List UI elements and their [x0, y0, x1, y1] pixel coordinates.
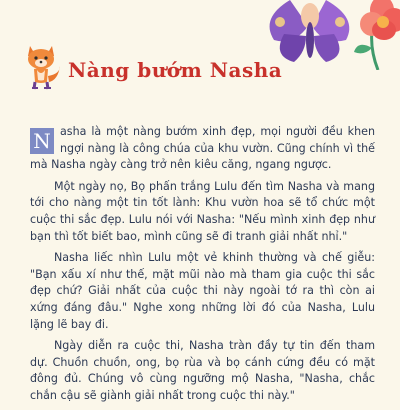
drop-cap: N	[30, 128, 54, 154]
paragraph: Ngày diễn ra cuộc thi, Nasha tràn đầy tự tin đến tham dự. Chuồn chuồn, ong, bọ rùa và bọ cánh cứng đều có mặt đông đủ. Chúng vô cùng ngưỡng mộ Nasha, "Nasha, chắc chắn cậu sẽ giành giải nhất trong cuộc thi này."	[30, 339, 375, 402]
paragraph: Một ngày nọ, Bọ phấn trắng Lulu đến tìm Nasha và mang tới cho nàng một tin tốt lành: Khu vườn hoa sẽ tổ chức một cuộc thi sắc đẹp. Lulu nói với Nasha: "Nếu mình xinh đẹp như bạn thì tốt biết bao, mình cũng sẽ đi tranh giải nhất nhỉ."	[30, 179, 375, 243]
story-body	[30, 124, 375, 410]
paragraph	[30, 124, 375, 174]
fox-mascot-icon	[22, 40, 64, 90]
paragraph: Nasha liếc nhìn Lulu một vẻ khinh thường và chế giễu: "Bạn xấu xí như thế, mặt mũi nào mà tham gia cuộc thi sắc đẹp chứ? Giải nhất của cuộc thi này ngoài tớ ra thì còn ai xứng đáng đâu." Nghe xong những lời đó của Nasha, Lulu lặng lẽ bay đi.	[30, 251, 375, 331]
chapter-header	[22, 40, 382, 90]
paragraph-text: asha là một nàng bướm xinh đẹp, mọi người đều khen ngợi nàng là công chúa của khu vườn. Cũng chính vì thế mà Nasha ngày càng trở nên kiêu căng, ngang ngược.	[30, 125, 375, 172]
story-title: Nàng bướm Nasha	[68, 58, 283, 82]
